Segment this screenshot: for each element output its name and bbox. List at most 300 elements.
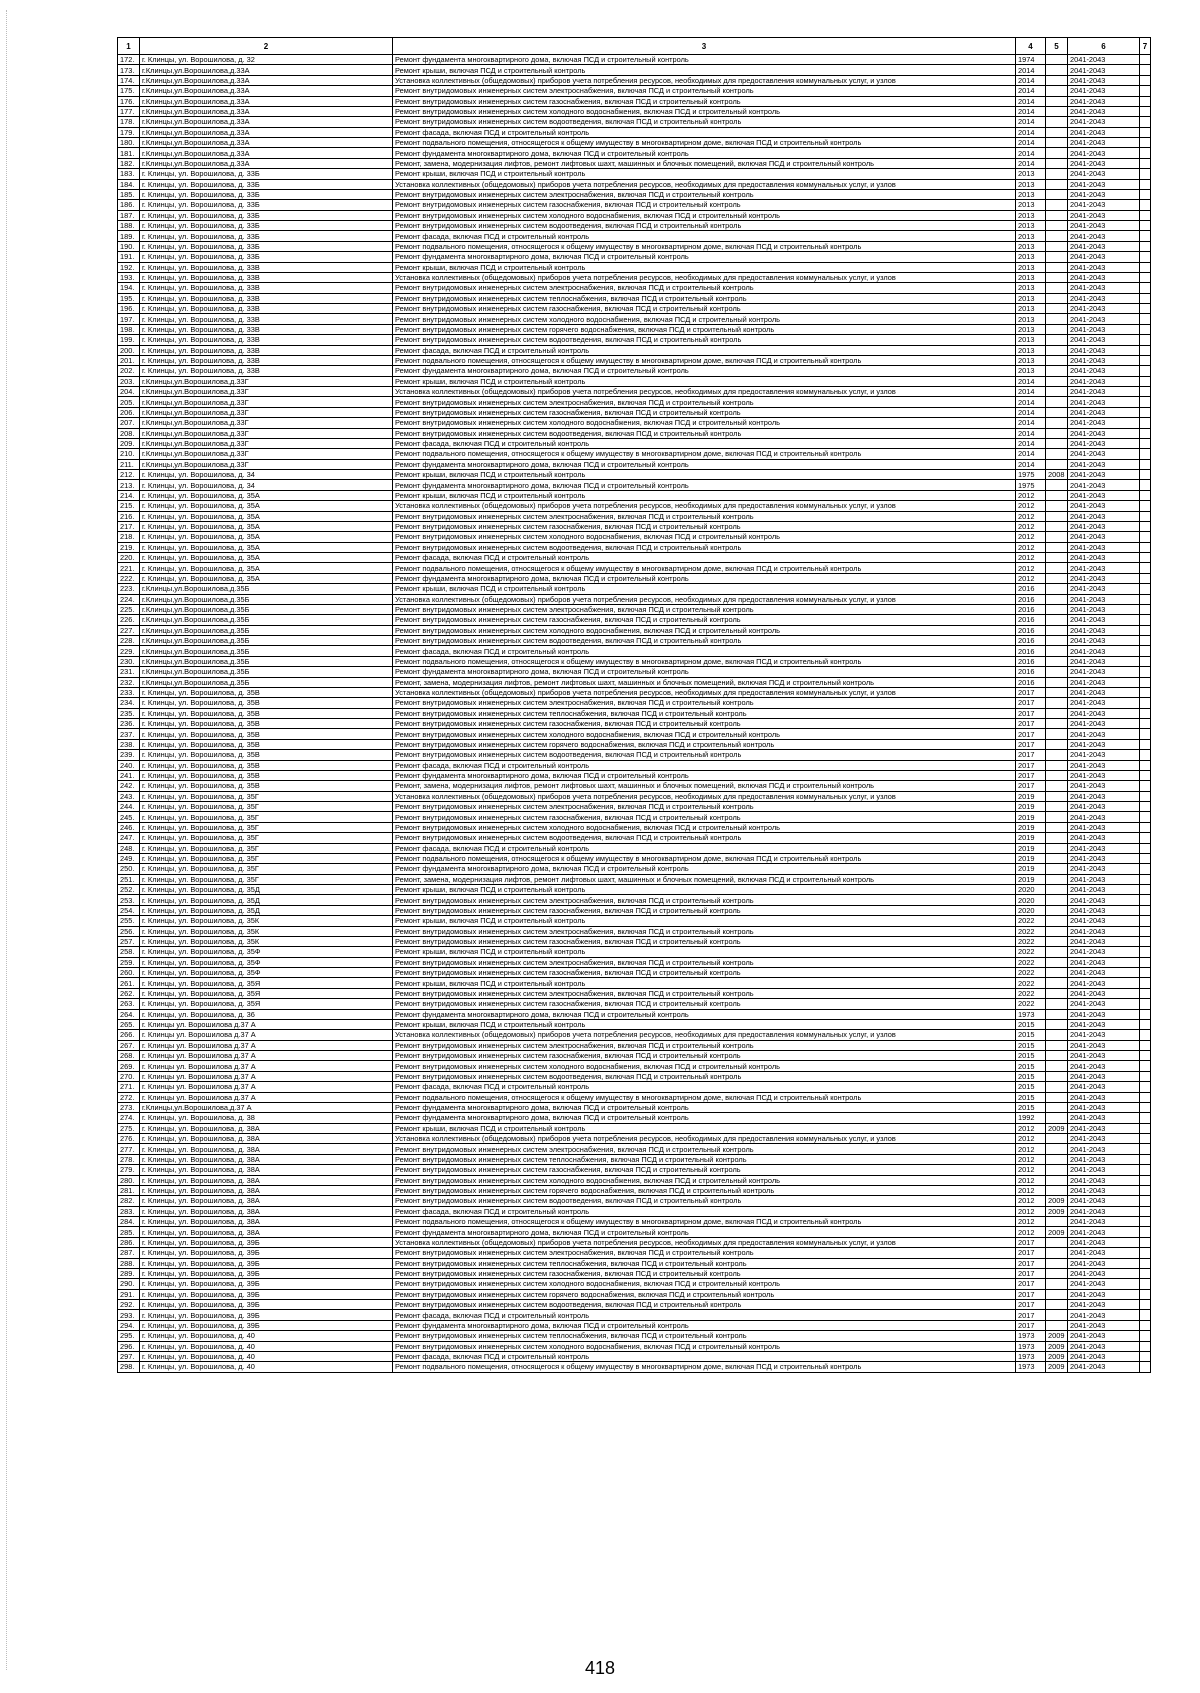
table-row [118,418,1151,428]
table-row [118,397,1151,407]
cell-row-number: 228. [118,636,140,646]
cell-year-last-repair [1046,283,1068,293]
table-row [118,636,1151,646]
cell-year-last-repair: 2009 [1046,1227,1068,1237]
cell-year-last-repair [1046,594,1068,604]
cell-year-last-repair [1046,397,1068,407]
cell-year-built: 2019 [1016,874,1046,884]
cell-work-type: Ремонт внутридомовых инженерных систем электроснабжения, включая ПСД и строительный контроль [393,926,1016,936]
cell-row-number: 235. [118,708,140,718]
cell-row-number: 278. [118,1154,140,1164]
cell-address: г.Клинцы,ул.Ворошилова,д.35Б [140,615,393,625]
cell-planned-period: 2041-2043 [1068,667,1140,677]
cell-extra [1140,231,1151,241]
cell-extra [1140,947,1151,957]
cell-work-type: Ремонт фасада, включая ПСД и строительный контроль [393,646,1016,656]
cell-extra [1140,376,1151,386]
cell-year-last-repair [1046,449,1068,459]
cell-row-number: 273. [118,1102,140,1112]
cell-row-number: 219. [118,542,140,552]
cell-row-number: 254. [118,905,140,915]
cell-address: г.Клинцы,ул.Ворошилова,д.33А [140,127,393,137]
cell-address: г. Клинцы, ул. Ворошилова, д. 36 [140,1009,393,1019]
cell-planned-period: 2041-2043 [1068,1227,1140,1237]
cell-work-type: Ремонт, замена, модернизация лифтов, ремонт лифтовых шахт, машинных и блочных помещений, включая ПСД и строительный контроль [393,874,1016,884]
cell-year-built: 2022 [1016,999,1046,1009]
cell-address: г. Клинцы, ул. Ворошилова, д. 34 [140,470,393,480]
cell-planned-period: 2041-2043 [1068,106,1140,116]
cell-row-number: 177. [118,106,140,116]
cell-extra [1140,221,1151,231]
cell-work-type: Ремонт внутридомовых инженерных систем электроснабжения, включая ПСД и строительный контроль [393,698,1016,708]
cell-address: г. Клинцы, ул. Ворошилова, д. 35Г [140,791,393,801]
cell-year-built: 2013 [1016,210,1046,220]
cell-address: г.Клинцы,ул.Ворошилова,д.33Г [140,376,393,386]
cell-address: г.Клинцы,ул.Ворошилова,д.33Г [140,428,393,438]
cell-row-number: 188. [118,221,140,231]
table-row [118,677,1151,687]
cell-year-built: 2017 [1016,719,1046,729]
cell-year-last-repair [1046,75,1068,85]
cell-extra [1140,563,1151,573]
cell-row-number: 241. [118,770,140,780]
cell-address: г. Клинцы, ул. Ворошилова, д. 38А [140,1175,393,1185]
cell-year-built: 2016 [1016,677,1046,687]
cell-work-type: Ремонт внутридомовых инженерных систем теплоснабжения, включая ПСД и строительный контроль [393,708,1016,718]
cell-year-last-repair [1046,231,1068,241]
table-row [118,563,1151,573]
cell-extra [1140,1102,1151,1112]
table-row [118,719,1151,729]
cell-planned-period: 2041-2043 [1068,138,1140,148]
cell-extra [1140,65,1151,75]
cell-extra [1140,1310,1151,1320]
cell-year-last-repair [1046,750,1068,760]
cell-extra [1140,1258,1151,1268]
cell-work-type: Установка коллективных (общедомовых) приборов учета потребления ресурсов, необходимых для предоставления коммунальных услуг, и узлов [393,75,1016,85]
cell-work-type: Ремонт фундамента многоквартирного дома, включая ПСД и строительный контроль [393,55,1016,65]
cell-address: г. Клинцы, ул. Ворошилова, д. 33Б [140,231,393,241]
cell-address: г. Клинцы, ул. Ворошилова, д. 35А [140,542,393,552]
cell-year-built: 2016 [1016,604,1046,614]
cell-address: г. Клинцы, ул. Ворошилова, д. 38А [140,1134,393,1144]
cell-year-built: 2022 [1016,957,1046,967]
cell-year-built: 2014 [1016,138,1046,148]
cell-address: г. Клинцы, ул. Ворошилова, д. 35В [140,750,393,760]
table-row [118,1019,1151,1029]
cell-work-type: Ремонт внутридомовых инженерных систем холодного водоснабжения, включая ПСД и строительный контроль [393,1061,1016,1071]
cell-planned-period: 2041-2043 [1068,1320,1140,1330]
cell-planned-period: 2041-2043 [1068,1206,1140,1216]
cell-extra [1140,698,1151,708]
cell-year-built: 2012 [1016,542,1046,552]
cell-year-built: 2012 [1016,1123,1046,1133]
table-row [118,1227,1151,1237]
cell-row-number: 296. [118,1341,140,1351]
cell-work-type: Ремонт внутридомовых инженерных систем электроснабжения, включая ПСД и строительный контроль [393,189,1016,199]
cell-year-last-repair [1046,148,1068,158]
cell-extra [1140,1175,1151,1185]
cell-address: г. Клинцы, ул. Ворошилова, д. 35В [140,770,393,780]
cell-address: г. Клинцы, ул. Ворошилова, д. 40 [140,1331,393,1341]
cell-row-number: 244. [118,802,140,812]
table-row [118,428,1151,438]
cell-year-last-repair [1046,957,1068,967]
cell-work-type: Ремонт, замена, модернизация лифтов, ремонт лифтовых шахт, машинных и блочных помещений, включая ПСД и строительный контроль [393,781,1016,791]
cell-year-built: 2020 [1016,895,1046,905]
cell-address: г.Клинцы,ул.Ворошилова,д.35Б [140,594,393,604]
cell-planned-period: 2041-2043 [1068,1071,1140,1081]
cell-year-last-repair: 2009 [1046,1351,1068,1361]
cell-planned-period: 2041-2043 [1068,1258,1140,1268]
cell-work-type: Ремонт внутридомовых инженерных систем водоотведения, включая ПСД и строительный контроль [393,221,1016,231]
table-row [118,355,1151,365]
cell-year-built: 2014 [1016,438,1046,448]
cell-extra [1140,304,1151,314]
cell-year-built: 2019 [1016,843,1046,853]
cell-row-number: 276. [118,1134,140,1144]
cell-extra [1140,148,1151,158]
cell-address: г.Клинцы,ул.Ворошилова,д.33Г [140,418,393,428]
cell-address: г. Клинцы ул. Ворошилова д.37 А [140,1092,393,1102]
cell-year-built: 2014 [1016,407,1046,417]
cell-work-type: Ремонт внутридомовых инженерных систем холодного водоснабжения, включая ПСД и строительный контроль [393,1341,1016,1351]
cell-extra [1140,729,1151,739]
cell-extra [1140,449,1151,459]
cell-work-type: Ремонт фундамента многоквартирного дома, включая ПСД и строительный контроль [393,573,1016,583]
cell-planned-period: 2041-2043 [1068,698,1140,708]
cell-year-last-repair [1046,314,1068,324]
cell-work-type: Ремонт внутридомовых инженерных систем холодного водоснабжения, включая ПСД и строительный контроль [393,106,1016,116]
cell-planned-period: 2041-2043 [1068,1154,1140,1164]
cell-extra [1140,1268,1151,1278]
cell-work-type: Ремонт внутридомовых инженерных систем холодного водоснабжения, включая ПСД и строительный контроль [393,729,1016,739]
table-row [118,252,1151,262]
cell-row-number: 197. [118,314,140,324]
cell-address: г. Клинцы, ул. Ворошилова, д. 35А [140,501,393,511]
table-row [118,573,1151,583]
table-row [118,1040,1151,1050]
cell-year-built: 2016 [1016,646,1046,656]
cell-extra [1140,1113,1151,1123]
cell-address: г. Клинцы, ул. Ворошилова, д. 35В [140,781,393,791]
cell-year-built: 2017 [1016,760,1046,770]
cell-planned-period: 2041-2043 [1068,1362,1140,1372]
cell-planned-period: 2041-2043 [1068,449,1140,459]
table-row [118,646,1151,656]
table-row [118,127,1151,137]
cell-row-number: 274. [118,1113,140,1123]
cell-extra [1140,667,1151,677]
cell-extra [1140,521,1151,531]
cell-row-number: 295. [118,1331,140,1341]
cell-address: г. Клинцы, ул. Ворошилова, д. 35Я [140,978,393,988]
cell-extra [1140,781,1151,791]
cell-extra [1140,1019,1151,1029]
cell-address: г. Клинцы, ул. Ворошилова, д. 40 [140,1362,393,1372]
cell-work-type: Ремонт внутридомовых инженерных систем газоснабжения, включая ПСД и строительный контроль [393,936,1016,946]
cell-address: г. Клинцы, ул. Ворошилова, д. 33Б [140,221,393,231]
table-row [118,532,1151,542]
cell-extra [1140,1237,1151,1247]
cell-work-type: Ремонт фундамента многоквартирного дома, включая ПСД и строительный контроль [393,1102,1016,1112]
table-row [118,667,1151,677]
cell-extra [1140,1196,1151,1206]
cell-year-built: 2015 [1016,1040,1046,1050]
cell-planned-period: 2041-2043 [1068,169,1140,179]
cell-year-built: 2014 [1016,106,1046,116]
cell-planned-period: 2041-2043 [1068,314,1140,324]
cell-planned-period: 2041-2043 [1068,926,1140,936]
column-header-7: 7 [1140,38,1151,55]
cell-address: г. Клинцы, ул. Ворошилова, д. 35Я [140,988,393,998]
cell-extra [1140,200,1151,210]
cell-extra [1140,55,1151,65]
cell-year-last-repair [1046,324,1068,334]
cell-row-number: 193. [118,272,140,282]
cell-planned-period: 2041-2043 [1068,968,1140,978]
cell-address: г. Клинцы, ул. Ворошилова, д. 35Я [140,999,393,1009]
cell-row-number: 206. [118,407,140,417]
cell-address: г. Клинцы, ул. Ворошилова, д. 33В [140,283,393,293]
cell-work-type: Ремонт внутридомовых инженерных систем холодного водоснабжения, включая ПСД и строительный контроль [393,210,1016,220]
cell-year-last-repair: 2008 [1046,470,1068,480]
cell-work-type: Ремонт внутридомовых инженерных систем электроснабжения, включая ПСД и строительный контроль [393,957,1016,967]
cell-address: г. Клинцы, ул. Ворошилова, д. 33В [140,345,393,355]
cell-extra [1140,511,1151,521]
table-row [118,1320,1151,1330]
cell-planned-period: 2041-2043 [1068,324,1140,334]
cell-planned-period: 2041-2043 [1068,885,1140,895]
cell-year-last-repair [1046,833,1068,843]
cell-row-number: 275. [118,1123,140,1133]
cell-planned-period: 2041-2043 [1068,293,1140,303]
cell-address: г.Клинцы,ул.Ворошилова,д.33Г [140,459,393,469]
cell-planned-period: 2041-2043 [1068,1134,1140,1144]
table-row [118,169,1151,179]
table-row [118,106,1151,116]
cell-year-built: 1973 [1016,1362,1046,1372]
cell-row-number: 285. [118,1227,140,1237]
cell-address: г. Клинцы, ул. Ворошилова, д. 35А [140,553,393,563]
table-row [118,117,1151,127]
cell-year-last-repair [1046,895,1068,905]
cell-address: г. Клинцы, ул. Ворошилова, д. 33Б [140,210,393,220]
cell-work-type: Ремонт фасада, включая ПСД и строительный контроль [393,231,1016,241]
cell-year-built: 2015 [1016,1082,1046,1092]
cell-row-number: 223. [118,584,140,594]
cell-row-number: 184. [118,179,140,189]
cell-year-built: 2012 [1016,532,1046,542]
cell-year-built: 2013 [1016,262,1046,272]
cell-year-last-repair [1046,200,1068,210]
cell-planned-period: 2041-2043 [1068,148,1140,158]
cell-year-last-repair [1046,1320,1068,1330]
cell-work-type: Ремонт фасада, включая ПСД и строительный контроль [393,760,1016,770]
cell-row-number: 287. [118,1248,140,1258]
cell-planned-period: 2041-2043 [1068,1061,1140,1071]
cell-row-number: 248. [118,843,140,853]
cell-planned-period: 2041-2043 [1068,1196,1140,1206]
cell-planned-period: 2041-2043 [1068,96,1140,106]
cell-address: г. Клинцы, ул. Ворошилова, д. 35В [140,708,393,718]
cell-year-built: 2013 [1016,304,1046,314]
cell-year-last-repair [1046,542,1068,552]
cell-row-number: 204. [118,387,140,397]
cell-extra [1140,646,1151,656]
cell-planned-period: 2041-2043 [1068,895,1140,905]
cell-planned-period: 2041-2043 [1068,542,1140,552]
cell-extra [1140,1009,1151,1019]
cell-year-built: 2016 [1016,625,1046,635]
cell-address: г.Клинцы,ул.Ворошилова,д.37 А [140,1102,393,1112]
table-row [118,158,1151,168]
table-row [118,75,1151,85]
cell-extra [1140,802,1151,812]
cell-extra [1140,480,1151,490]
table-row [118,1071,1151,1081]
cell-address: г. Клинцы, ул. Ворошилова, д. 33В [140,293,393,303]
cell-year-built: 2017 [1016,1310,1046,1320]
cell-extra [1140,1331,1151,1341]
cell-planned-period: 2041-2043 [1068,1092,1140,1102]
cell-work-type: Ремонт внутридомовых инженерных систем электроснабжения, включая ПСД и строительный контроль [393,802,1016,812]
column-header-1: 1 [118,38,140,55]
cell-address: г.Клинцы,ул.Ворошилова,д.33Г [140,438,393,448]
cell-row-number: 289. [118,1268,140,1278]
table-row [118,1196,1151,1206]
cell-address: г. Клинцы ул. Ворошилова д.37 А [140,1082,393,1092]
cell-address: г. Клинцы, ул. Ворошилова, д. 35Г [140,864,393,874]
cell-year-built: 2016 [1016,594,1046,604]
cell-work-type: Установка коллективных (общедомовых) приборов учета потребления ресурсов, необходимых для предоставления коммунальных услуг, и узлов [393,1030,1016,1040]
cell-address: г.Клинцы,ул.Ворошилова,д.33А [140,65,393,75]
cell-year-last-repair [1046,490,1068,500]
cell-year-last-repair [1046,366,1068,376]
cell-planned-period: 2041-2043 [1068,584,1140,594]
cell-year-last-repair [1046,853,1068,863]
column-header-4: 4 [1016,38,1046,55]
cell-planned-period: 2041-2043 [1068,241,1140,251]
cell-address: г. Клинцы, ул. Ворошилова, д. 33Б [140,189,393,199]
cell-row-number: 255. [118,916,140,926]
table-row [118,1030,1151,1040]
cell-address: г. Клинцы, ул. Ворошилова, д. 35В [140,687,393,697]
cell-planned-period: 2041-2043 [1068,1040,1140,1050]
cell-year-built: 2020 [1016,885,1046,895]
table-row [118,1175,1151,1185]
cell-year-last-repair [1046,1300,1068,1310]
cell-planned-period: 2041-2043 [1068,1351,1140,1361]
table-row [118,387,1151,397]
cell-row-number: 172. [118,55,140,65]
cell-row-number: 220. [118,553,140,563]
cell-year-last-repair [1046,636,1068,646]
cell-extra [1140,407,1151,417]
cell-extra [1140,584,1151,594]
cell-work-type: Ремонт внутридомовых инженерных систем водоотведения, включая ПСД и строительный контроль [393,428,1016,438]
cell-year-last-repair [1046,480,1068,490]
cell-year-built: 2015 [1016,1071,1046,1081]
table-row [118,511,1151,521]
cell-address: г.Клинцы,ул.Ворошилова,д.33А [140,106,393,116]
cell-year-built: 2022 [1016,936,1046,946]
table-row [118,698,1151,708]
cell-planned-period: 2041-2043 [1068,1279,1140,1289]
cell-extra [1140,885,1151,895]
table-row [118,604,1151,614]
cell-address: г. Клинцы, ул. Ворошилова, д. 35Г [140,853,393,863]
cell-work-type: Ремонт внутридомовых инженерных систем газоснабжения, включая ПСД и строительный контроль [393,407,1016,417]
cell-extra [1140,1320,1151,1330]
cell-row-number: 187. [118,210,140,220]
cell-year-last-repair [1046,770,1068,780]
cell-address: г. Клинцы, ул. Ворошилова, д. 38А [140,1144,393,1154]
cell-extra [1140,1289,1151,1299]
cell-year-built: 2013 [1016,200,1046,210]
cell-year-built: 2013 [1016,252,1046,262]
cell-address: г. Клинцы, ул. Ворошилова, д. 35Г [140,843,393,853]
table-row [118,179,1151,189]
cell-row-number: 288. [118,1258,140,1268]
cell-planned-period: 2041-2043 [1068,1144,1140,1154]
cell-year-last-repair [1046,521,1068,531]
cell-row-number: 201. [118,355,140,365]
cell-year-last-repair [1046,1051,1068,1061]
cell-planned-period: 2041-2043 [1068,636,1140,646]
cell-row-number: 213. [118,480,140,490]
cell-address: г. Клинцы, ул. Ворошилова, д. 35К [140,916,393,926]
cell-row-number: 173. [118,65,140,75]
cell-planned-period: 2041-2043 [1068,553,1140,563]
cell-year-last-repair: 2009 [1046,1196,1068,1206]
table-row [118,480,1151,490]
cell-address: г.Клинцы,ул.Ворошилова,д.33А [140,117,393,127]
cell-address: г. Клинцы, ул. Ворошилова, д. 39Б [140,1310,393,1320]
cell-planned-period: 2041-2043 [1068,1248,1140,1258]
cell-address: г. Клинцы, ул. Ворошилова, д. 40 [140,1341,393,1351]
cell-work-type: Ремонт крыши, включая ПСД и строительный контроль [393,262,1016,272]
table-row [118,885,1151,895]
cell-address: г. Клинцы, ул. Ворошилова, д. 33В [140,355,393,365]
cell-row-number: 209. [118,438,140,448]
cell-extra [1140,594,1151,604]
cell-extra [1140,708,1151,718]
cell-year-built: 2015 [1016,1019,1046,1029]
cell-address: г. Клинцы, ул. Ворошилова, д. 35А [140,563,393,573]
cell-work-type: Ремонт крыши, включая ПСД и строительный контроль [393,1019,1016,1029]
table-row [118,1092,1151,1102]
cell-planned-period: 2041-2043 [1068,1217,1140,1227]
cell-address: г. Клинцы, ул. Ворошилова, д. 32 [140,55,393,65]
cell-year-built: 2012 [1016,1217,1046,1227]
cell-row-number: 253. [118,895,140,905]
cell-extra [1140,158,1151,168]
cell-work-type: Ремонт внутридомовых инженерных систем электроснабжения, включая ПСД и строительный контроль [393,511,1016,521]
cell-address: г. Клинцы, ул. Ворошилова, д. 33Б [140,179,393,189]
cell-work-type: Ремонт фасада, включая ПСД и строительный контроль [393,438,1016,448]
table-row [118,760,1151,770]
cell-row-number: 202. [118,366,140,376]
cell-extra [1140,677,1151,687]
cell-year-last-repair [1046,719,1068,729]
cell-year-last-repair [1046,885,1068,895]
cell-work-type: Ремонт фундамента многоквартирного дома, включая ПСД и строительный контроль [393,366,1016,376]
cell-work-type: Установка коллективных (общедомовых) приборов учета потребления ресурсов, необходимых для предоставления коммунальных услуг, и узлов [393,1134,1016,1144]
table-row [118,1217,1151,1227]
cell-year-built: 2012 [1016,521,1046,531]
cell-year-last-repair [1046,262,1068,272]
